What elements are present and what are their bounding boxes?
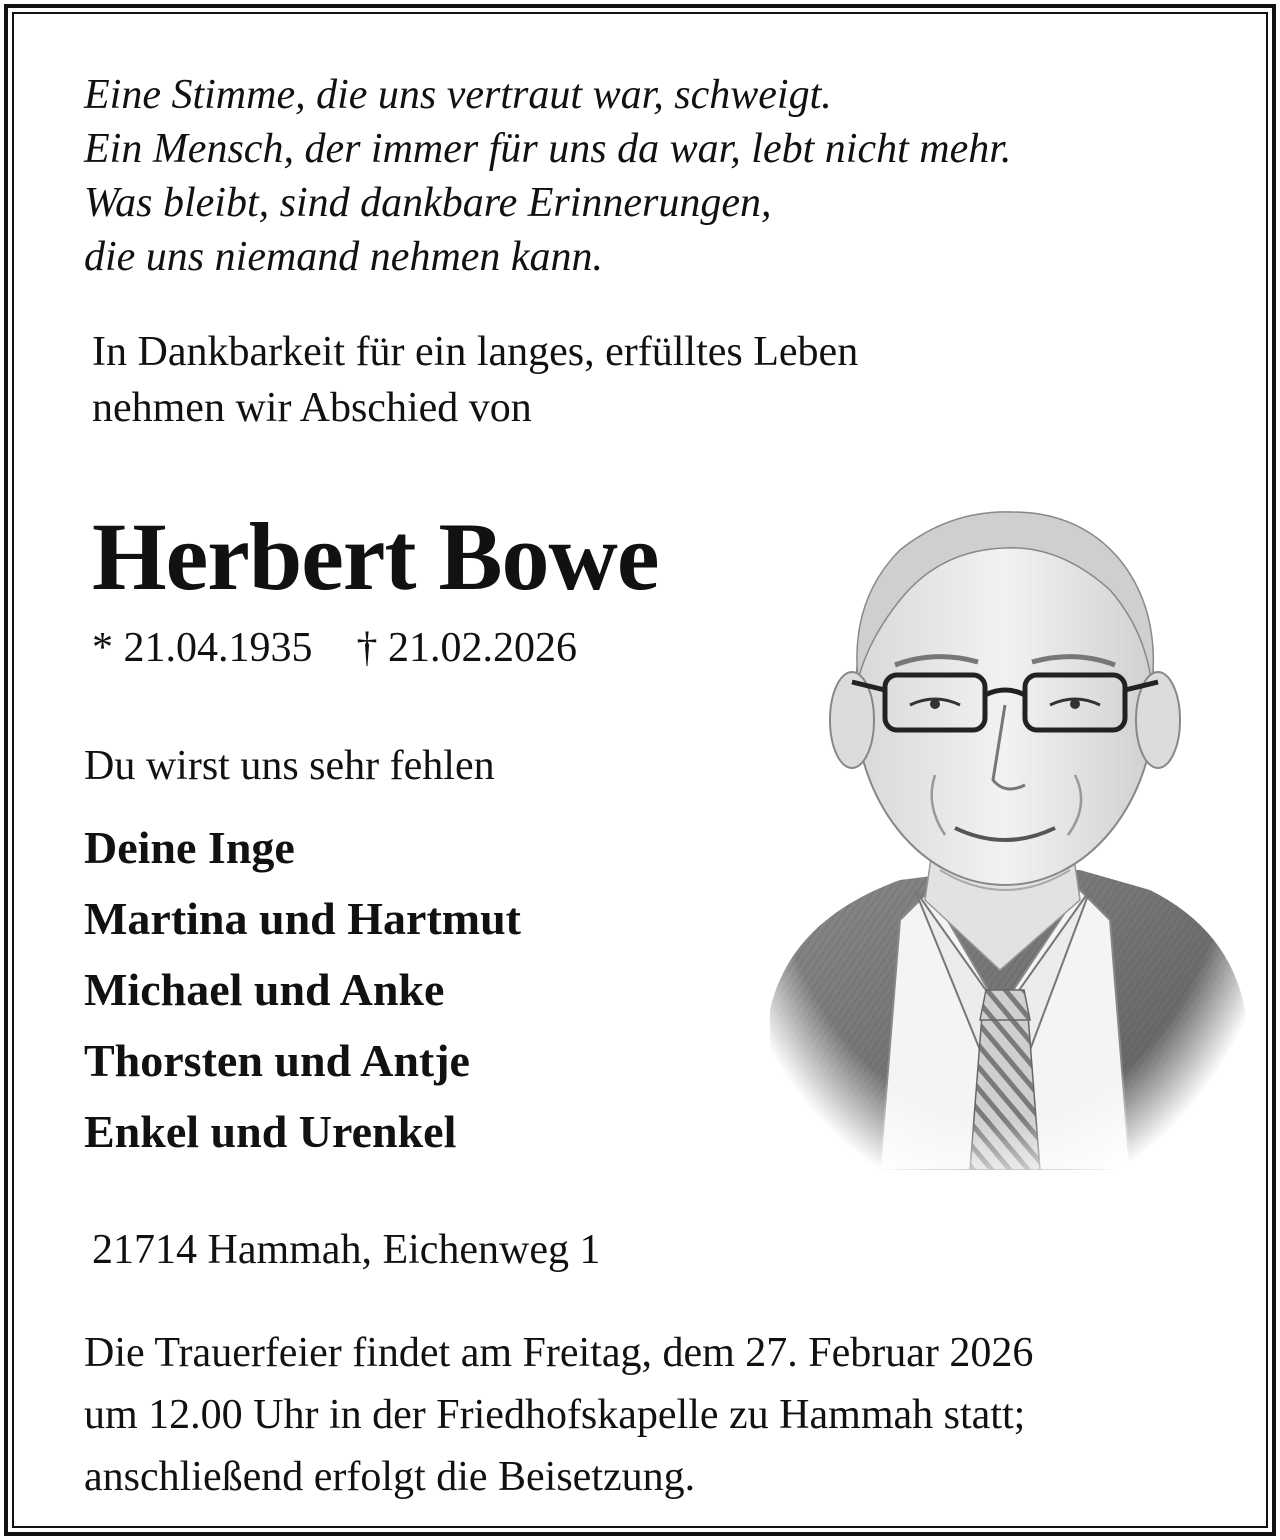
memorial-poem	[84, 68, 1011, 284]
mourner-entry: Thorsten und Antje	[84, 1035, 470, 1086]
poem-line: Was bleibt, sind dankbare Erinnerungen,	[84, 180, 772, 226]
birth-date: * 21.04.1935	[92, 625, 313, 671]
poem-line: Ein Mensch, der immer für uns da war, lebt nicht mehr.	[84, 126, 1012, 172]
intro-text	[92, 324, 858, 436]
mourner-entry: Michael und Anke	[84, 964, 445, 1015]
mourner-entry: Martina und Hartmut	[84, 893, 521, 944]
mourner-entry: Deine Inge	[84, 822, 295, 873]
portrait-sketch	[750, 450, 1250, 1170]
farewell-text: Du wirst uns sehr fehlen	[84, 743, 495, 789]
intro-line: nehmen wir Abschied von	[92, 385, 532, 431]
poem-line: die uns niemand nehmen kann.	[84, 234, 604, 280]
life-dates	[92, 620, 577, 676]
intro-line: In Dankbarkeit für ein langes, erfülltes Leben	[92, 329, 859, 375]
mourners-list	[84, 812, 521, 1167]
deceased-name: Herbert Bowe	[92, 503, 659, 610]
mourner-entry: Enkel und Urenkel	[84, 1106, 457, 1157]
family-address: 21714 Hammah, Eichenweg 1	[92, 1227, 601, 1273]
service-line: anschließend erfolgt die Beisetzung.	[84, 1454, 696, 1500]
service-line: um 12.00 Uhr in der Friedhofskapelle zu Hammah statt;	[84, 1392, 1026, 1438]
service-line: Die Trauerfeier findet am Freitag, dem 27. Februar 2026	[84, 1330, 1034, 1376]
death-date: † 21.02.2026	[356, 625, 577, 671]
poem-line: Eine Stimme, die uns vertraut war, schweigt.	[84, 72, 832, 118]
funeral-service-info	[84, 1322, 1033, 1508]
